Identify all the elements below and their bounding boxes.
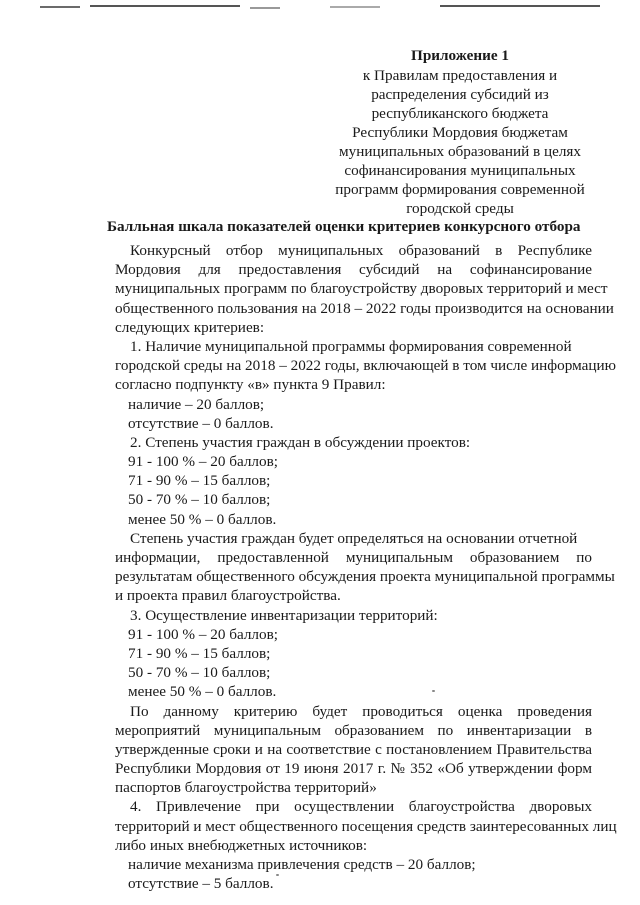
scan-speck <box>432 690 435 692</box>
text-line: 4. Привлечение при осуществлении благоустройства дворовых <box>130 798 592 816</box>
appendix-header <box>330 46 590 218</box>
text-line: отсутствие – 5 баллов. <box>128 875 274 893</box>
text-line: наличие механизма привлечения средств – 20 баллов; <box>128 856 476 873</box>
text-line: наличие – 20 баллов; <box>128 395 265 413</box>
text-line: 91 - 100 % – 20 баллов; <box>128 625 278 643</box>
text-line: информации, предоставленной муниципальным образованием по <box>115 549 592 566</box>
text-line: территорий и мест общественного посещения средств заинтересованных лиц <box>115 817 617 835</box>
text-line: 91 - 100 % – 20 баллов; <box>128 453 278 471</box>
text-line: результатам общественного обсуждения проекта муниципальной программы <box>115 568 615 586</box>
text-line: 3. Осуществление инвентаризации территорий: <box>130 606 438 624</box>
appendix-line: софинансирования муниципальных <box>344 162 576 179</box>
text-line: паспортов благоустройства территорий» <box>115 779 377 797</box>
text-line: городской среды на 2018 – 2022 годы, включающей в том числе информацию <box>115 357 616 375</box>
text-line: утвержденные сроки и на соответствие с постановлением Правительства <box>115 740 592 758</box>
appendix-line: республиканского бюджета <box>371 105 549 122</box>
text-line: общественного пользования на 2018 – 2022 годы производится на основании <box>115 299 614 317</box>
appendix-line: программ формирования современной <box>335 181 585 198</box>
document-body <box>115 241 617 893</box>
text-line: 1. Наличие муниципальной программы формирования современной <box>130 337 572 355</box>
text-line: согласно подпункту «в» пункта 9 Правил: <box>115 376 386 394</box>
text-line: менее 50 % – 0 баллов. <box>128 683 277 701</box>
appendix-line: Республики Мордовия бюджетам <box>352 124 568 141</box>
text-line: 50 - 70 % – 10 баллов; <box>128 491 271 509</box>
scan-artifact-top <box>0 0 640 14</box>
appendix-line: к Правилам предоставления и <box>362 67 558 84</box>
text-line: Конкурсный отбор муниципальных образований в Республике <box>130 242 592 259</box>
text-line: отсутствие – 0 баллов. <box>128 414 274 432</box>
text-line: и проекта правил благоустройства. <box>115 587 341 605</box>
text-line: менее 50 % – 0 баллов. <box>128 510 277 528</box>
text-line: Мордовия для предоставления субсидий на софинансирование <box>115 261 592 279</box>
text-line: Степень участия граждан будет определяться на основании отчетной <box>130 529 578 547</box>
text-line: либо иных внебюджетных источников: <box>115 836 368 854</box>
text-line: муниципальных программ по благоустройству дворовых территорий и мест <box>115 280 608 298</box>
appendix-line: распределения субсидий из <box>371 86 549 103</box>
document-title: Балльная шкала показателей оценки критериев конкурсного отбора <box>107 218 581 235</box>
text-line: 71 - 90 % – 15 баллов; <box>128 472 271 490</box>
scan-speck <box>276 874 279 876</box>
text-line: мероприятий муниципальным образованием по инвентаризации в <box>115 721 592 739</box>
text-line: 71 - 90 % – 15 баллов; <box>128 644 271 662</box>
text-line: 50 - 70 % – 10 баллов; <box>128 664 271 682</box>
text-line: По данному критерию будет проводиться оценка проведения <box>130 702 592 720</box>
text-line: Республики Мордовия от 19 июня 2017 г. № 352 «Об утверждении форм <box>115 760 592 778</box>
appendix-title: Приложение 1 <box>411 47 509 64</box>
text-line: следующих критериев: <box>115 318 265 336</box>
text-line: 2. Степень участия граждан в обсуждении проектов: <box>130 433 471 451</box>
appendix-line: городской среды <box>406 200 514 217</box>
appendix-line: муниципальных образований в целях <box>339 143 581 160</box>
